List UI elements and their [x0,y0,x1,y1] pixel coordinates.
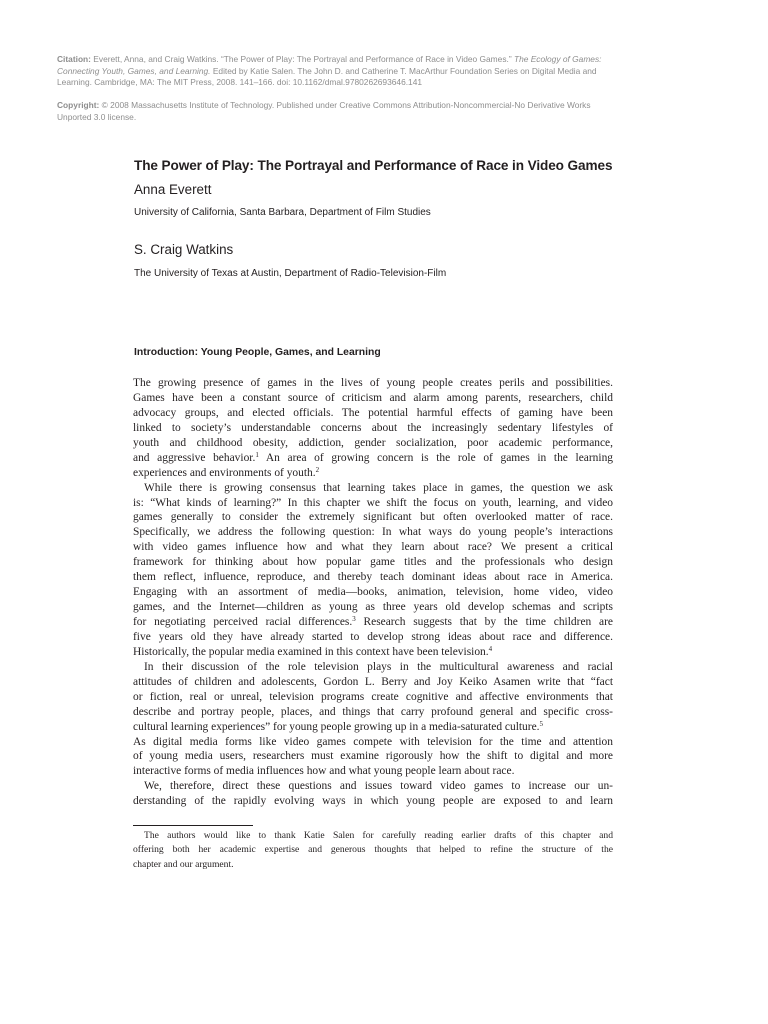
body-text [133,376,613,809]
body-line: Engaging with an assortment of media—books, animation, television, home video, video [133,586,613,599]
body-line: While there is growing consensus that learning takes place in games, the question we ask [144,481,613,494]
body-line: with video games influence how and what they learn about race? We present a critical [133,541,613,554]
footnote-ref: 3 [352,615,356,624]
author-affiliation-1: University of California, Santa Barbara, Department of Film Studies [134,207,431,218]
body-line: games, and the Internet—children as young as three years old develop schemas and scripts [133,601,613,614]
citation-label: Citation: [57,54,91,64]
body-line: is: “What kinds of learning?” In this chapter we shift the focus on youth, learning, and video [133,496,613,509]
body-line: As digital media forms like video games compete with television for the time and attention [133,735,613,748]
citation-text: Everett, Anna, and Craig Watkins. “The Power of Play: The Portrayal and Performance of Race in Video Games.” [90,54,514,64]
body-line: linked to society’s understandable concerns about the increasingly sedentary lifestyles of [133,421,613,434]
footnote-ref: 5 [539,719,544,728]
body-line: framework for thinking about how popular game titles and the professionals who design [133,556,613,569]
copyright-text: © 2008 Massachusetts Institute of Technology. Published under Creative Commons Attribution-Noncommercial-No Derivative Works Unported 3.0 license. [57,100,591,122]
citation-book-title: The Ecology of Games: Connecting Youth, Games, and Learning. [57,54,602,76]
footnote-line: chapter and our argument. [133,858,234,870]
footnote-divider [133,825,253,826]
body-line: interactive forms of media influences how and what young people learn about race. [133,765,515,778]
footnote-ref: 4 [488,644,493,653]
author-name-2: S. Craig Watkins [134,242,234,257]
body-line: Historically, the popular media examined in this context have been television.$^4$ [133,644,493,658]
body-line: of young media users, researchers must examine rigorously how the shift to digital and more [133,750,613,763]
body-line: experiences and environments of youth.$^2$ [133,465,320,479]
body-line: advocacy groups, and elected officials. The potential harmful effects of gaming have been [133,406,613,419]
author-affiliation-2: The University of Texas at Austin, Department of Radio-Television-Film [134,268,447,279]
copyright-block [57,100,605,123]
author-name-1: Anna Everett [134,182,212,197]
footnote-ref: 2 [315,465,320,474]
body-line: describe and portray people, places, and things that carry profound general and specific cross- [133,705,613,718]
footnote [133,829,613,872]
footnote-line: offering both her academic expertise and generous thoughts that helped to refine the structure of the [133,844,613,856]
body-line: In their discussion of the role television plays in the multicultural awareness and racial [144,660,613,673]
body-line: and aggressive behavior.$^1$ An area of growing concern is the role of games in the learning [133,450,614,464]
section-heading: Introduction: Young People, Games, and Learning [134,347,381,358]
body-line: five years old they have already started to develop strong ideas about race and difference. [133,630,613,643]
citation-publication-details: Edited by Katie Salen. The John D. and Catherine T. MacArthur Foundation Series on Digital Media and Learning. Cambridge, MA: The MIT Press, 2008. 141–166. doi: 10.1162/dmal.9780262693646.141 [57,65,597,88]
body-line: for negotiating perceived racial differences.$^3$ Research suggests that by the time children are [133,615,613,629]
body-line: attitudes of children and adolescents, Gordon L. Berry and Joy Keiko Asamen write that “fact [133,675,613,688]
body-line: cultural learning experiences” for young people growing up in a media-saturated culture.$^5$ [133,719,544,733]
body-line: them reflect, influence, reproduce, and thereby teach dominant ideas about race in America. [133,571,613,584]
body-line: The growing presence of games in the lives of young people creates perils and possibilities. [133,377,613,389]
body-line: youth and childhood obesity, addiction, gender socialization, poor academic performance, [133,436,613,449]
citation-block [57,54,605,89]
chapter-title: The Power of Play: The Portrayal and Performance of Race in Video Games [134,158,613,173]
body-line: games generally to consider the extremely significant but often overlooked matter of race. [133,511,613,524]
footnote-ref: 1 [255,450,259,459]
body-line: We, therefore, direct these questions and issues toward video games to increase our un- [144,780,613,793]
body-line: Games have been a constant source of criticism and alarm among parents, researchers, child [133,391,613,404]
body-line: derstanding of the rapidly evolving ways in which young people are exposed to and learn [133,795,613,808]
body-line: or fiction, real or unreal, television programs create cognitive and affective environments that [133,690,613,703]
body-line: Specifically, we address the following question: In what ways do young people’s interactions [133,526,613,539]
copyright-label: Copyright: [57,100,100,110]
footnote-line: The authors would like to thank Katie Salen for carefully reading earlier drafts of this chapter and [144,830,613,841]
